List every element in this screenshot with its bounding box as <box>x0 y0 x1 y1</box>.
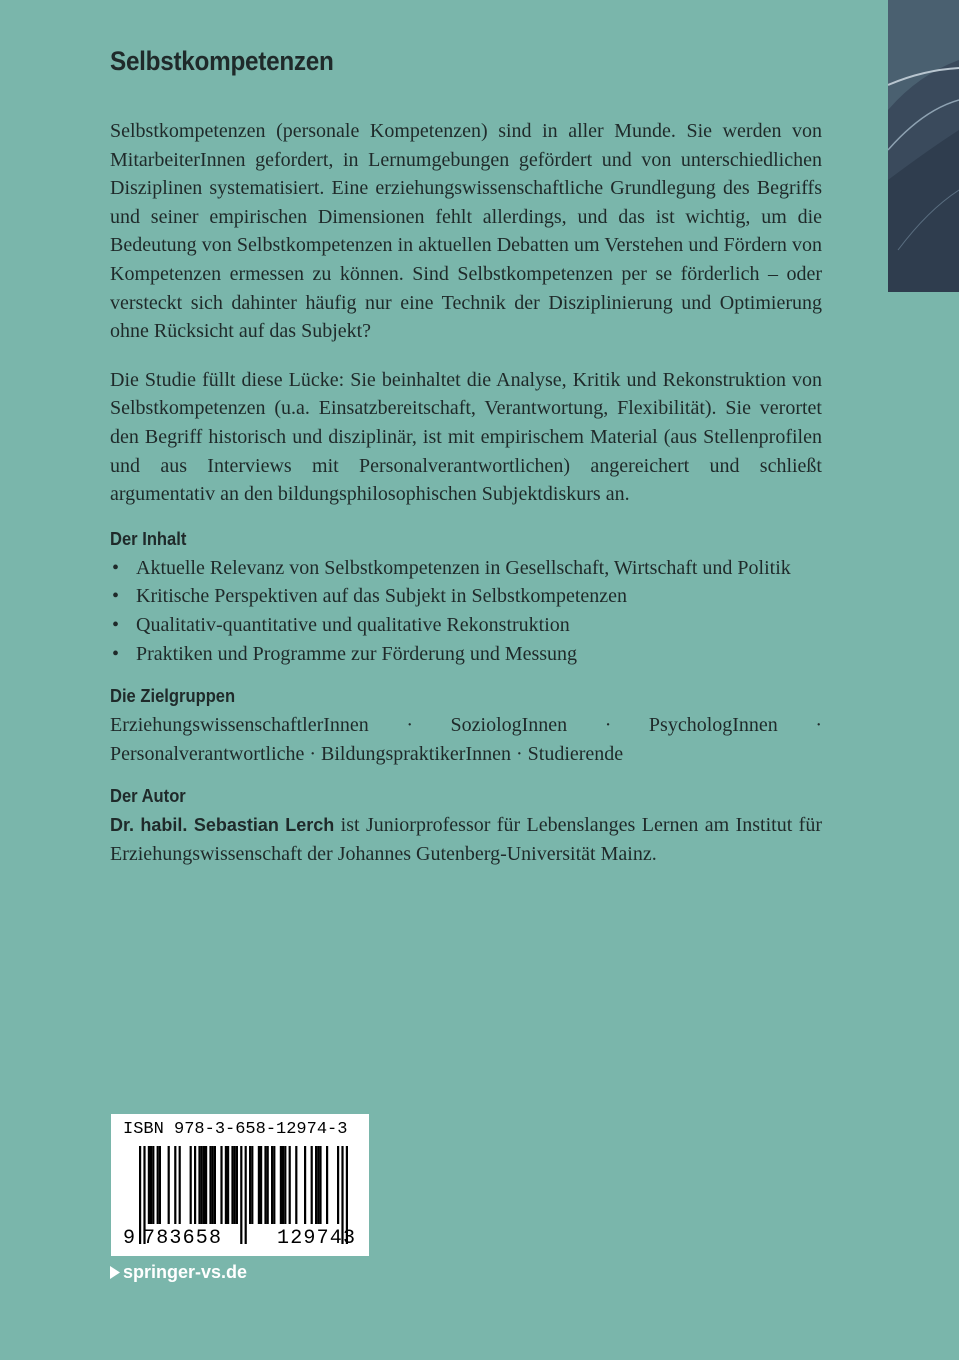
barcode-bar <box>273 1146 275 1224</box>
barcode-bar <box>174 1146 176 1224</box>
barcode-bar <box>240 1146 242 1244</box>
barcode-bar <box>139 1146 141 1244</box>
barcode-bar <box>205 1146 207 1224</box>
barcode-bar <box>209 1146 211 1224</box>
barcode-bar <box>203 1146 205 1224</box>
description-paragraph-2: Die Studie füllt diese Lücke: Sie beinhaltet die Analyse, Kritik und Rekonstruktion von Selbstkompetenzen (u.a. Einsatzbereitschaft, Verantwortung, Flexibilität). Sie verortet den Begriff historisch und disziplinär, ist mit empirischem Material (aus Stellenprofilen und aus Interviews mit Personalverantwortlichen) angereichert und schließt argumentativ an den bildungsphilosophischen Subjektdiskurs an. <box>110 368 822 506</box>
list-item: • Qualitativ-quantitative und qualitative Rekonstruktion <box>110 611 822 640</box>
barcode-bar <box>295 1146 297 1224</box>
isbn-barcode-box <box>111 1114 369 1256</box>
barcode-bar <box>315 1146 317 1224</box>
bullet-icon: • <box>112 556 120 579</box>
barcode-bar <box>258 1146 260 1224</box>
book-title: Selbstkompetenzen <box>110 46 334 76</box>
barcode-bar <box>220 1146 222 1224</box>
barcode-digit-first: 9 <box>123 1227 136 1250</box>
contents-list <box>110 554 822 668</box>
publisher-url: springer-vs.de <box>123 1262 248 1282</box>
barcode-digits-right: 129743 <box>277 1227 357 1250</box>
barcode-bar <box>251 1146 253 1224</box>
barcode-bar <box>168 1146 170 1224</box>
barcode-bar <box>179 1146 181 1224</box>
author-bio <box>110 811 822 868</box>
barcode-bar <box>225 1146 227 1224</box>
barcode-bar <box>267 1146 269 1224</box>
barcode-bar <box>319 1146 321 1224</box>
arrow-right-icon <box>109 1266 120 1279</box>
barcode-bar <box>212 1146 214 1224</box>
barcode-bar <box>234 1146 236 1224</box>
author-description: ist Juniorprofessor für Lebenslanges Lernen am Institut für Erziehungswissenschaft der Johannes Gutenberg-Universität Mainz. <box>110 814 822 865</box>
barcode-bar <box>157 1146 159 1224</box>
publisher-link[interactable] <box>109 1262 247 1283</box>
barcode-bar <box>284 1146 286 1224</box>
barcode-bar <box>214 1146 216 1224</box>
bullet-icon: • <box>112 585 120 608</box>
barcode-bar <box>282 1146 284 1224</box>
barcode-bar <box>231 1146 233 1224</box>
description-paragraph-1: Selbstkompetenzen (personale Kompetenzen) sind in aller Munde. Sie werden von MitarbeiterInnen gefordert, in Lernumgebungen gefördert und von unterschiedlichen Disziplinen systematisiert. Eine erziehungswissenschaftliche Grundlegung des Begriffs und seiner empirischen Dimensionen fehlt allerdings, und das ist wichtig, um die Bedeutung von Selbstkompetenzen in aktuellen Debatten um Verstehen und Fördern von Kompetenzen ermessen zu können. Sind Selbstkompetenzen per se förderlich – oder versteckt sich dahinter häufig nur eine Technik der Disziplinierung und Optimierung ohne Rücksicht auf das Subjekt? <box>110 120 822 343</box>
barcode-bar <box>159 1146 161 1224</box>
barcode-bar <box>326 1146 328 1224</box>
barcode-bar <box>201 1146 203 1224</box>
author-heading: Der Autor <box>110 786 186 807</box>
barcode-bar <box>271 1146 273 1224</box>
barcode-bar <box>304 1146 306 1224</box>
author-name: Dr. habil. Sebastian Lerch <box>110 815 335 836</box>
list-item: • Kritische Perspektiven auf das Subjekt in Selbstkompetenzen <box>110 582 822 611</box>
barcode-bar <box>150 1146 152 1224</box>
list-item: • Praktiken und Programme zur Förderung und Messung <box>110 640 822 669</box>
contents-heading: Der Inhalt <box>110 528 187 549</box>
target-groups-heading: Die Zielgruppen <box>110 686 236 707</box>
list-item: • Aktuelle Relevanz von Selbstkompetenzen in Gesellschaft, Wirtschaft und Politik <box>110 554 822 583</box>
barcode-digits-left: 783658 <box>143 1227 223 1250</box>
cover-corner-artwork <box>888 0 959 292</box>
barcode-bar <box>236 1146 238 1224</box>
barcode-bar <box>152 1146 154 1224</box>
bullet-icon: • <box>112 613 120 636</box>
barcode-bar <box>190 1146 192 1224</box>
barcode-bar <box>249 1146 251 1224</box>
barcode-bar <box>198 1146 200 1224</box>
barcode-bar <box>289 1146 291 1224</box>
back-cover-text <box>110 46 822 868</box>
isbn-label: ISBN 978-3-658-12974-3 <box>123 1120 348 1139</box>
barcode-bar <box>245 1146 247 1244</box>
barcode-bar <box>260 1146 262 1224</box>
barcode-bar <box>337 1146 339 1224</box>
barcode-bar <box>227 1146 229 1224</box>
barcode-bar <box>280 1146 282 1224</box>
target-groups-text: ErziehungswissenschaftlerInnen · SoziologInnen · PsychologInnen · Personalverantwortliche · BildungspraktikerInnen · Studierende <box>110 714 822 765</box>
barcode-bar <box>148 1146 150 1224</box>
barcode-bar <box>311 1146 313 1224</box>
barcode-bar <box>194 1146 196 1224</box>
bullet-icon: • <box>112 642 120 665</box>
barcode-bar <box>264 1146 266 1224</box>
barcode-bar <box>317 1146 319 1224</box>
